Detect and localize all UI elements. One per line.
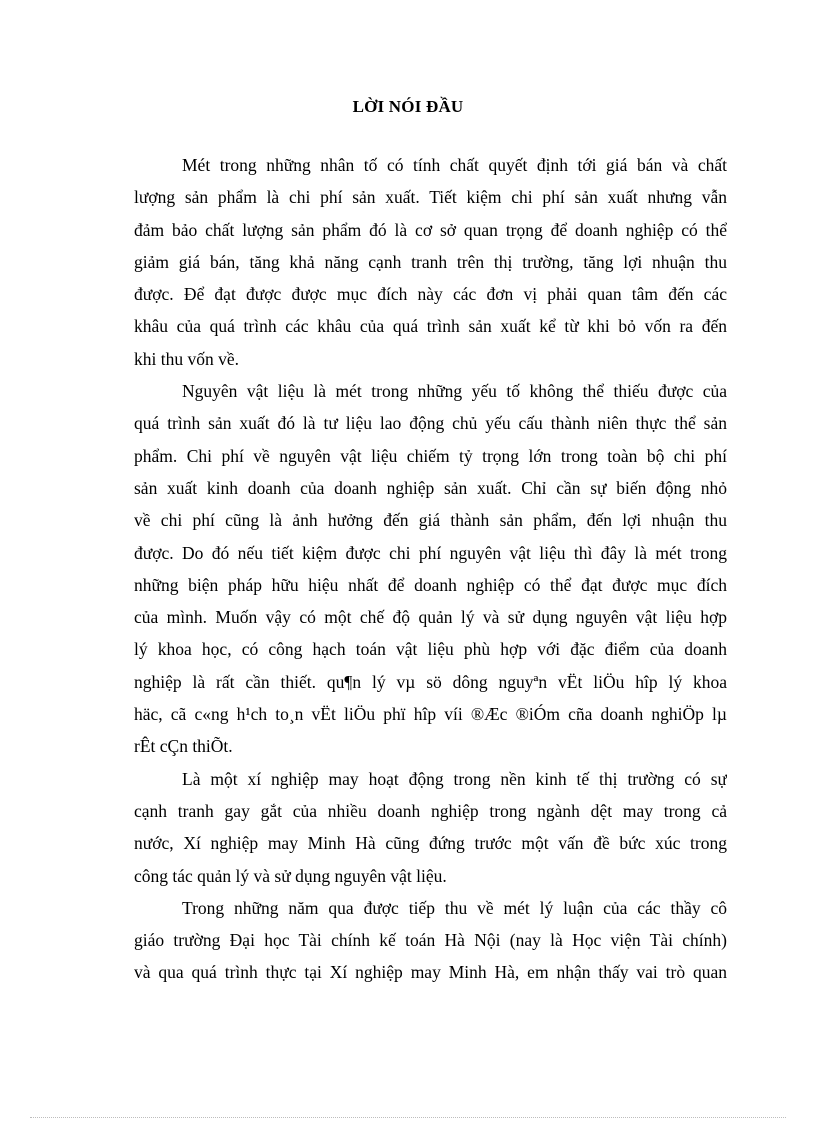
text-line: công tác quản lý và sử dụng nguyên vật liệu.: [134, 865, 447, 886]
text-line: phẩm. Chi phí về nguyên vật liệu chiếm tỷ trọng lớn trong toàn bộ chi phí: [134, 445, 727, 466]
text-line: Là một xí nghiệp may hoạt động trong nền kinh tế thị trường có sự: [182, 768, 727, 789]
text-line: giáo trường Đại học Tài chính kế toán Hà Nội (nay là Học viện Tài chính): [134, 930, 727, 951]
text-line: rÊt cÇn thiÕt.: [134, 736, 233, 757]
document-body: [134, 149, 727, 989]
text-line: cạnh tranh gay gắt của nhiều doanh nghiệp trong ngành dệt may trong cả: [134, 800, 727, 821]
text-line: Trong những năm qua được tiếp thu về mét lý luận của các thầy cô: [182, 897, 727, 918]
text-line: Mét trong những nhân tố có tính chất quyết định tới giá bán và chất: [182, 155, 727, 175]
paragraph-1: [134, 149, 727, 375]
text-line: được. Do đó nếu tiết kiệm được chi phí nguyên vật liệu thì đây là mét trong: [134, 542, 727, 563]
text-line: những biện pháp hữu hiệu nhất để doanh nghiệp có thể đạt được mục đích: [134, 574, 727, 595]
text-line: Nguyên vật liệu là mét trong những yếu tố không thể thiếu được của: [182, 381, 727, 402]
text-line: khi thu vốn về.: [134, 348, 239, 369]
paragraph-2: [134, 375, 727, 763]
paragraph-4: [134, 892, 727, 989]
document-title: LỜI NÓI ĐẦU: [352, 97, 464, 116]
text-line: häc, cã c«ng h¹ch to¸n vËt liÖu phï hîp víi ®Æc ®iÓm cña doanh nghiÖp lµ: [134, 704, 727, 725]
text-line: nghiệp là rất cần thiết. qu¶n lý vµ sö dông nguyªn vËt liÖu hîp lý khoa: [134, 671, 727, 692]
text-line: đảm bảo chất lượng sản phẩm đó là cơ sở quan trọng để doanh nghiệp có thể: [134, 219, 727, 240]
text-line: và qua quá trình thực tại Xí nghiệp may Minh Hà, em nhận thấy vai trò quan: [134, 962, 727, 983]
text-line: sản xuất kinh doanh của doanh nghiệp sản xuất. Chỉ cần sự biến động nhỏ: [134, 477, 727, 498]
text-line: được. Để đạt được được mục đích này các đơn vị phải quan tâm đến các: [134, 284, 727, 305]
text-line: quá trình sản xuất đó là tư liệu lao động chủ yếu cấu thành niên thực thể sản: [134, 413, 727, 434]
text-line: lượng sản phẩm là chi phí sản xuất. Tiết kiệm chi phí sản xuất nhưng vẫn: [134, 187, 727, 208]
page-bottom-border: [30, 1117, 786, 1118]
text-line: về chi phí cũng là ảnh hưởng đến giá thành sản phẩm, đến lợi nhuận thu: [134, 510, 727, 531]
text-line: khâu của quá trình các khâu của quá trình sản xuất kể từ khi bỏ vốn ra đến: [134, 316, 727, 337]
text-line: lý khoa học, có công hạch toán vật liệu phù hợp với đặc điểm của doanh: [134, 639, 727, 660]
text-line: giảm giá bán, tăng khả năng cạnh tranh trên thị trường, tăng lợi nhuận thu: [134, 251, 727, 272]
text-line: của mình. Muốn vậy có một chế độ quản lý và sử dụng nguyên vật liệu hợp: [134, 607, 727, 628]
paragraph-3: [134, 763, 727, 892]
text-line: nước, Xí nghiệp may Minh Hà cũng đứng trước một vấn đề bức xúc trong: [134, 833, 727, 854]
